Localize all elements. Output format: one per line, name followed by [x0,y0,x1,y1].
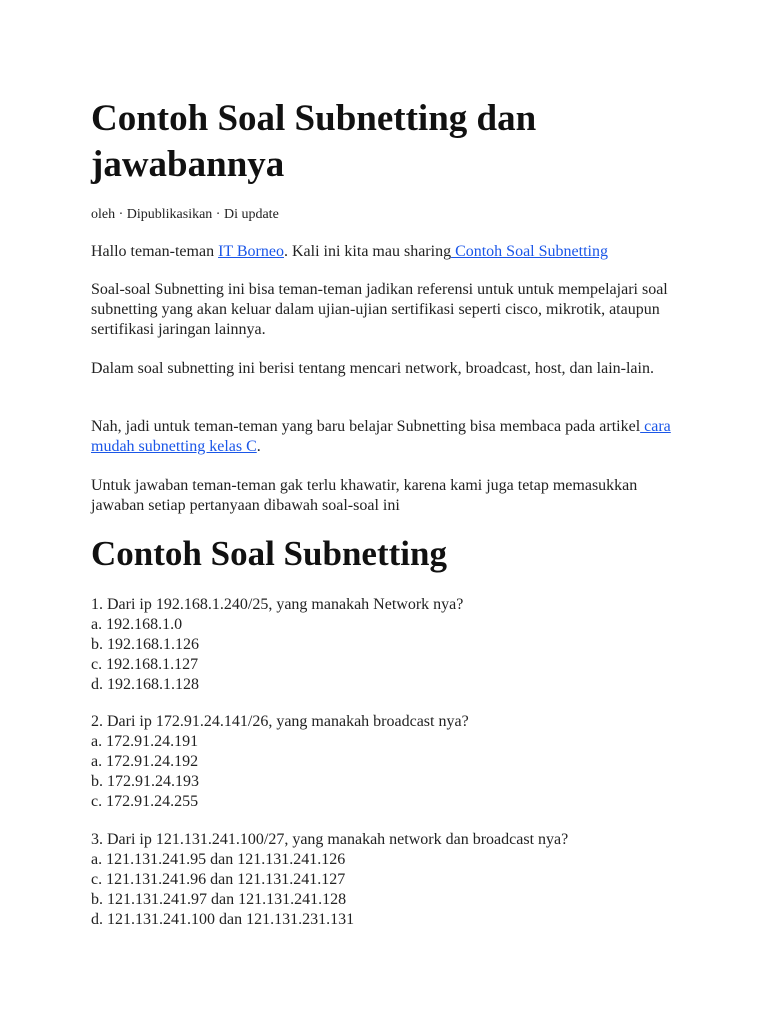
question-block-2 [91,712,681,812]
intro-text-middle: . Kali ini kita mau sharing [283,243,452,260]
post-meta: oleh · Dipublikasikan · Di update [91,207,279,222]
contoh-soal-link[interactable]: Contoh Soal Subnetting [451,243,608,260]
question-block-1 [91,595,681,695]
answer-option: b. 192.168.1.126 [91,636,199,653]
answer-option: c. 121.131.241.96 dan 121.131.241.127 [91,871,346,888]
cara-mudah-subnetting-link[interactable]: cara mudah subnetting kelas C [91,418,671,455]
answer-option: d. 192.168.1.128 [91,676,199,693]
answer-option: a. 121.131.241.95 dan 121.131.241.126 [91,851,346,868]
question-block-3 [91,830,681,930]
paragraph-purpose: Soal-soal Subnetting ini bisa teman-teman jadikan referensi untuk untuk mempelajari soal subnetting yang akan keluar dalam ujian-ujian sertifikasi seperti cisco, mikrotik, ataupun sertifikasi jaringan lainnya. [91,281,668,338]
answer-option: c. 172.91.24.255 [91,793,199,810]
answer-option: c. 192.168.1.127 [91,656,199,673]
answer-option: d. 121.131.241.100 dan 121.131.231.131 [91,911,355,928]
paragraph-article-ref [91,417,681,457]
section-heading: Contoh Soal Subnetting [91,534,447,573]
answer-option: a. 172.91.24.192 [91,753,199,770]
paragraph-content: Dalam soal subnetting ini berisi tentang mencari network, broadcast, host, dan lain-lain. [91,360,654,377]
page-title: Contoh Soal Subnetting dan jawabannya [91,98,537,186]
article-ref-after: . [256,438,261,455]
intro-text-before: Hallo teman-teman [91,243,219,260]
question-text: 1. Dari ip 192.168.1.240/25, yang manakah Network nya? [91,596,464,613]
answer-option: a. 192.168.1.0 [91,616,183,633]
intro-paragraph [91,242,681,262]
answer-option: b. 121.131.241.97 dan 121.131.241.128 [91,891,347,908]
it-borneo-link[interactable]: IT Borneo [218,243,284,260]
answer-option: b. 172.91.24.193 [91,773,199,790]
paragraph-answers-note: Untuk jawaban teman-teman gak terlu khawatir, karena kami juga tetap memasukkan jawaban setiap pertanyaan dibawah soal-soal ini [91,477,638,514]
question-text: 2. Dari ip 172.91.24.141/26, yang manakah broadcast nya? [91,713,469,730]
article-ref-text: Nah, jadi untuk teman-teman yang baru belajar Subnetting bisa membaca pada artikel [91,418,641,435]
question-text: 3. Dari ip 121.131.241.100/27, yang manakah network dan broadcast nya? [91,831,569,848]
answer-option: a. 172.91.24.191 [91,733,199,750]
